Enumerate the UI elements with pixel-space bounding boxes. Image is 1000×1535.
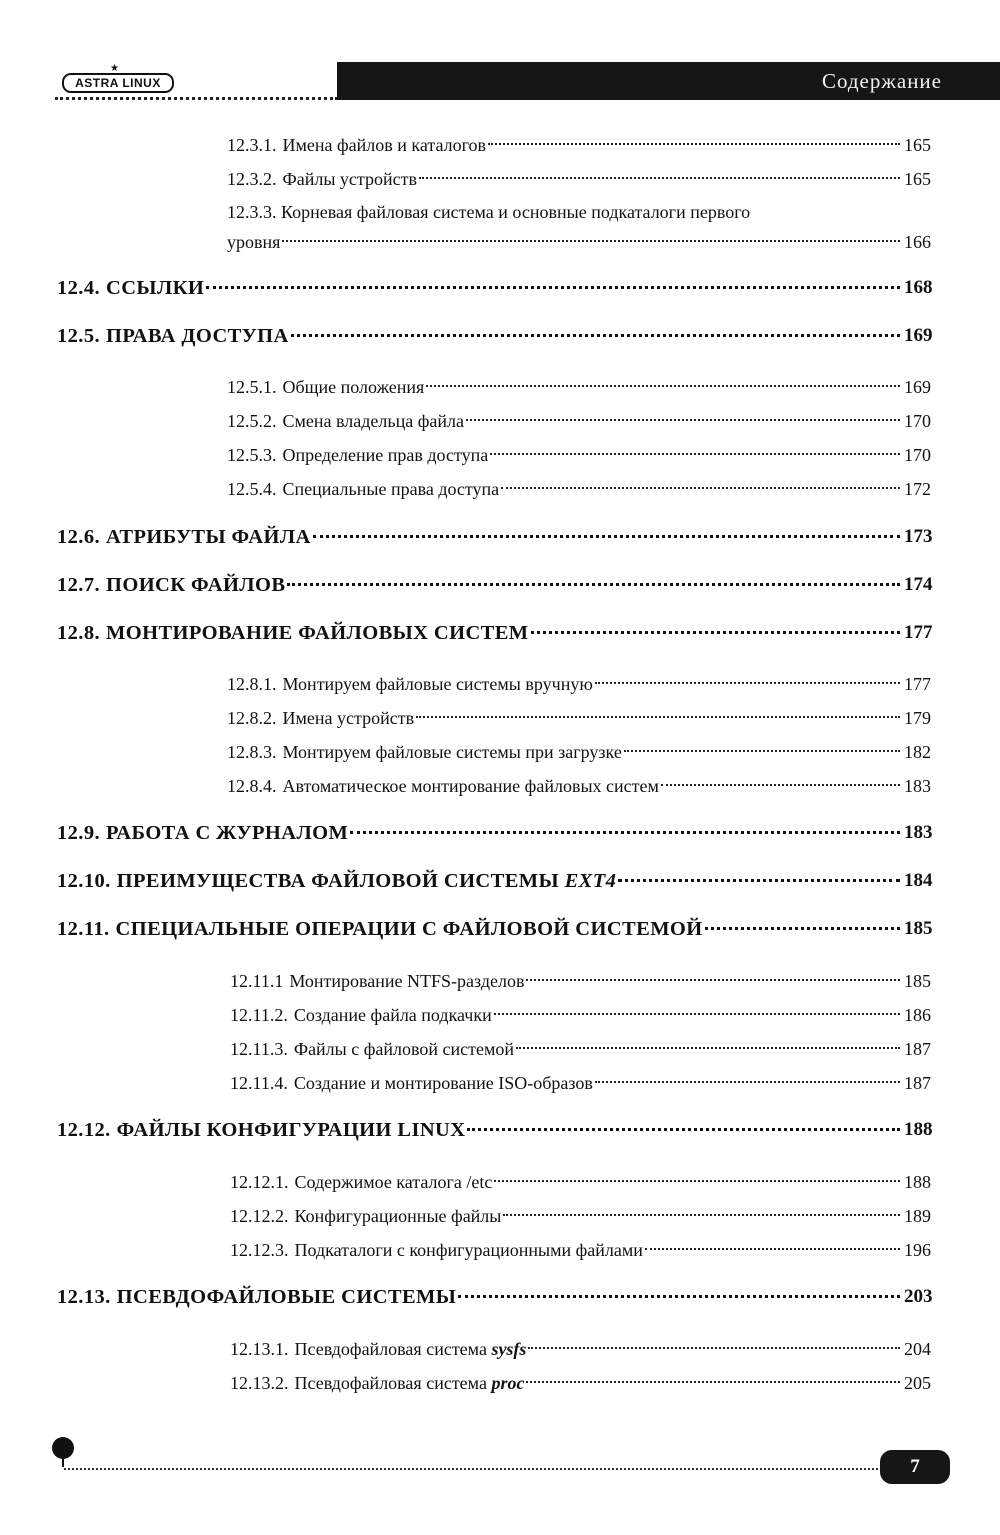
toc-number: 12.12.3.: [230, 1240, 289, 1260]
toc-title-italic: EXT4: [564, 870, 617, 892]
toc-number: 12.5.1.: [227, 377, 277, 397]
toc-entry-12-12-2[interactable]: [0, 1201, 1000, 1233]
toc-number: 12.12.2.: [230, 1206, 289, 1226]
toc-page: 179: [904, 708, 931, 728]
dot-leader: [528, 1347, 900, 1349]
toc-page: 170: [904, 411, 931, 431]
toc-title: Автоматическое монтирование файловых систем: [282, 776, 659, 796]
toc-number: 12.5.2.: [227, 411, 277, 431]
toc-title: Смена владельца файла: [282, 411, 464, 431]
toc-section-12-13[interactable]: [0, 1282, 1000, 1314]
footer-tick: [62, 1457, 64, 1467]
dot-leader: [645, 1248, 900, 1250]
toc-title: Создание и монтирование ISO-образов: [293, 1073, 593, 1093]
toc-title-line2: уровня: [227, 232, 281, 252]
dot-leader: [313, 535, 900, 538]
toc-number: 12.12.1.: [230, 1172, 289, 1192]
toc-number: 12.5.: [57, 325, 100, 347]
logo-star-icon: ★: [110, 63, 120, 74]
dot-leader: [282, 240, 900, 242]
toc-number: 12.8.4.: [227, 776, 277, 796]
section-header-bar: [337, 62, 1000, 100]
toc-number: 12.11.4.: [230, 1073, 288, 1093]
toc-page: 196: [904, 1240, 931, 1260]
toc-page: 205: [904, 1373, 931, 1393]
toc-page: 182: [904, 742, 931, 762]
toc-entry-12-5-2[interactable]: [0, 406, 1000, 438]
toc-section-12-10[interactable]: [0, 866, 1000, 898]
toc-title: Подкаталоги с конфигурационными файлами: [294, 1240, 643, 1260]
toc-title: ФАЙЛЫ КОНФИГУРАЦИИ LINUX: [116, 1119, 466, 1141]
dot-leader: [531, 631, 900, 634]
toc-entry-12-3-2[interactable]: [0, 164, 1000, 196]
toc-entry-12-5-4[interactable]: [0, 474, 1000, 506]
toc-number: 12.13.2.: [230, 1373, 289, 1393]
toc-entry-12-5-1[interactable]: [0, 372, 1000, 404]
toc-number: 12.5.4.: [227, 479, 277, 499]
toc-section-12-4[interactable]: [0, 273, 1000, 305]
toc-number: 12.11.: [57, 918, 110, 940]
toc-page: 177: [904, 622, 933, 643]
toc-title: АТРИБУТЫ ФАЙЛА: [106, 526, 311, 548]
toc-page: 169: [904, 325, 933, 346]
toc-title: Файлы с файловой системой: [293, 1039, 515, 1059]
dot-leader: [595, 1081, 900, 1083]
toc-page: 204: [904, 1339, 931, 1359]
toc-number: 12.8.: [57, 622, 100, 644]
toc-page: 183: [904, 822, 933, 843]
toc-title: Псевдофайловая система: [294, 1373, 487, 1393]
toc-entry-12-11-1[interactable]: [0, 966, 1000, 998]
section-title: Содержание: [821, 69, 942, 93]
toc-section-12-7[interactable]: [0, 570, 1000, 602]
toc-number: 12.3.2.: [227, 169, 277, 189]
dot-leader: [494, 1180, 900, 1182]
toc-page: 185: [904, 918, 933, 939]
toc-page: 203: [904, 1286, 933, 1307]
toc-title: Специальные права доступа: [282, 479, 500, 499]
toc-title-line1: Корневая файловая система и основные подкаталоги первого: [281, 202, 751, 222]
toc-entry-12-11-2[interactable]: [0, 1000, 1000, 1032]
toc-number: 12.3.1.: [227, 135, 277, 155]
toc-title: Псевдофайловая система: [294, 1339, 487, 1359]
toc-number: 12.13.1.: [230, 1339, 289, 1359]
toc-title: Содержимое каталога /etc: [294, 1172, 493, 1192]
dot-leader: [419, 177, 900, 179]
dot-leader: [291, 334, 900, 337]
toc-entry-12-12-1[interactable]: [0, 1167, 1000, 1199]
dot-leader: [466, 419, 900, 421]
dot-leader: [618, 879, 900, 882]
dot-leader: [350, 831, 900, 834]
toc-number: 12.8.3.: [227, 742, 277, 762]
footer-divider: [64, 1468, 882, 1470]
toc-page: 184: [904, 870, 933, 891]
toc-entry-12-8-4[interactable]: [0, 771, 1000, 803]
toc-number: 12.11.1: [230, 971, 284, 991]
toc-page: 174: [904, 574, 933, 595]
toc-title: Определение прав доступа: [282, 445, 489, 465]
dot-leader: [490, 453, 900, 455]
dot-leader: [595, 682, 900, 684]
toc-page: 169: [904, 377, 931, 397]
toc-page: 166: [904, 232, 931, 252]
toc-section-12-6[interactable]: [0, 522, 1000, 554]
toc-section-12-8[interactable]: [0, 618, 1000, 650]
toc-title: Общие положения: [282, 377, 425, 397]
toc-page: 188: [904, 1172, 931, 1192]
toc-title: Имена устройств: [282, 708, 415, 728]
toc-title: Монтируем файловые системы вручную: [282, 674, 593, 694]
toc-page: 172: [904, 479, 931, 499]
astra-linux-logo: [62, 63, 174, 93]
toc-title: Создание файла подкачки: [293, 1005, 492, 1025]
toc-number: 12.7.: [57, 574, 100, 596]
toc-page: 165: [904, 135, 931, 155]
dot-leader: [661, 784, 900, 786]
toc-number: 12.8.2.: [227, 708, 277, 728]
toc-number: 12.4.: [57, 277, 100, 299]
toc-section-12-5[interactable]: [0, 321, 1000, 353]
dot-leader: [488, 143, 900, 145]
toc-title: ПРЕИМУЩЕСТВА ФАЙЛОВОЙ СИСТЕМЫ: [116, 870, 560, 892]
dot-leader: [416, 716, 900, 718]
toc-title: Файлы устройств: [282, 169, 417, 189]
toc-number: 12.13.: [57, 1286, 111, 1308]
footer-bullet-icon: [52, 1437, 74, 1459]
toc-entry-12-11-3[interactable]: [0, 1034, 1000, 1066]
toc-section-12-9[interactable]: [0, 818, 1000, 850]
dot-leader: [501, 487, 900, 489]
toc-page: 187: [904, 1073, 931, 1093]
dot-leader: [206, 286, 900, 289]
toc-page: 183: [904, 776, 931, 796]
toc-page: 185: [904, 971, 931, 991]
toc-entry-12-3-1[interactable]: [0, 130, 1000, 162]
toc-title: РАБОТА С ЖУРНАЛОМ: [106, 822, 349, 844]
dot-leader: [526, 1381, 900, 1383]
logo-text: ASTRA LINUX: [75, 76, 161, 90]
dot-leader: [624, 750, 900, 752]
toc-title-italic: proc: [491, 1373, 525, 1393]
dot-leader: [705, 927, 900, 930]
toc-title: Конфигурационные файлы: [294, 1206, 502, 1226]
toc-title: ПСЕВДОФАЙЛОВЫЕ СИСТЕМЫ: [116, 1286, 457, 1308]
toc-entry-12-11-4[interactable]: [0, 1068, 1000, 1100]
toc-title: ПРАВА ДОСТУПА: [106, 325, 289, 347]
dot-leader: [516, 1047, 900, 1049]
toc-title: МОНТИРОВАНИЕ ФАЙЛОВЫХ СИСТЕМ: [106, 622, 529, 644]
toc-entry-12-12-3[interactable]: [0, 1235, 1000, 1267]
toc-entry-12-8-3[interactable]: [0, 737, 1000, 769]
toc-section-12-11[interactable]: [0, 914, 1000, 946]
toc-title: ССЫЛКИ: [106, 277, 205, 299]
dot-leader: [494, 1013, 900, 1015]
toc-title: Монтирование NTFS-разделов: [289, 971, 525, 991]
toc-page: 168: [904, 277, 933, 298]
toc-title: ПОИСК ФАЙЛОВ: [106, 574, 286, 596]
toc-number: 12.12.: [57, 1119, 111, 1141]
dot-leader: [467, 1128, 900, 1131]
toc-number: 12.11.3.: [230, 1039, 288, 1059]
toc-page: 189: [904, 1206, 931, 1226]
toc-title-italic: sysfs: [491, 1339, 527, 1359]
toc-number: 12.11.2.: [230, 1005, 288, 1025]
dot-leader: [426, 385, 900, 387]
toc-number: 12.8.1.: [227, 674, 277, 694]
toc-entry-12-8-2[interactable]: [0, 703, 1000, 735]
toc-entry-12-5-3[interactable]: [0, 440, 1000, 472]
toc-page: 170: [904, 445, 931, 465]
dot-leader: [458, 1295, 900, 1298]
toc-title: СПЕЦИАЛЬНЫЕ ОПЕРАЦИИ С ФАЙЛОВОЙ СИСТЕМОЙ: [115, 918, 703, 940]
dot-leader: [503, 1214, 900, 1216]
toc-page: 187: [904, 1039, 931, 1059]
toc-entry-12-13-2[interactable]: [0, 1368, 1000, 1400]
toc-number: 12.6.: [57, 526, 100, 548]
toc-page: 186: [904, 1005, 931, 1025]
toc-number: 12.10.: [57, 870, 111, 892]
toc-section-12-12[interactable]: [0, 1115, 1000, 1147]
toc-entry-12-8-1[interactable]: [0, 669, 1000, 701]
toc-page: 173: [904, 526, 933, 547]
toc-page: 165: [904, 169, 931, 189]
toc-title: Имена файлов и каталогов: [282, 135, 487, 155]
page-number: 7: [880, 1450, 950, 1484]
dot-leader: [526, 979, 900, 981]
toc-entry-12-13-1[interactable]: [0, 1334, 1000, 1366]
toc-page: 177: [904, 674, 931, 694]
toc-number: 12.5.3.: [227, 445, 277, 465]
header-divider: [55, 97, 338, 100]
toc-number: 12.9.: [57, 822, 100, 844]
toc-number: 12.3.3.: [227, 202, 277, 222]
dot-leader: [287, 583, 900, 586]
toc-title: Монтируем файловые системы при загрузке: [282, 742, 622, 762]
toc-entry-12-3-3[interactable]: [0, 197, 1000, 259]
toc-page: 188: [904, 1119, 933, 1140]
